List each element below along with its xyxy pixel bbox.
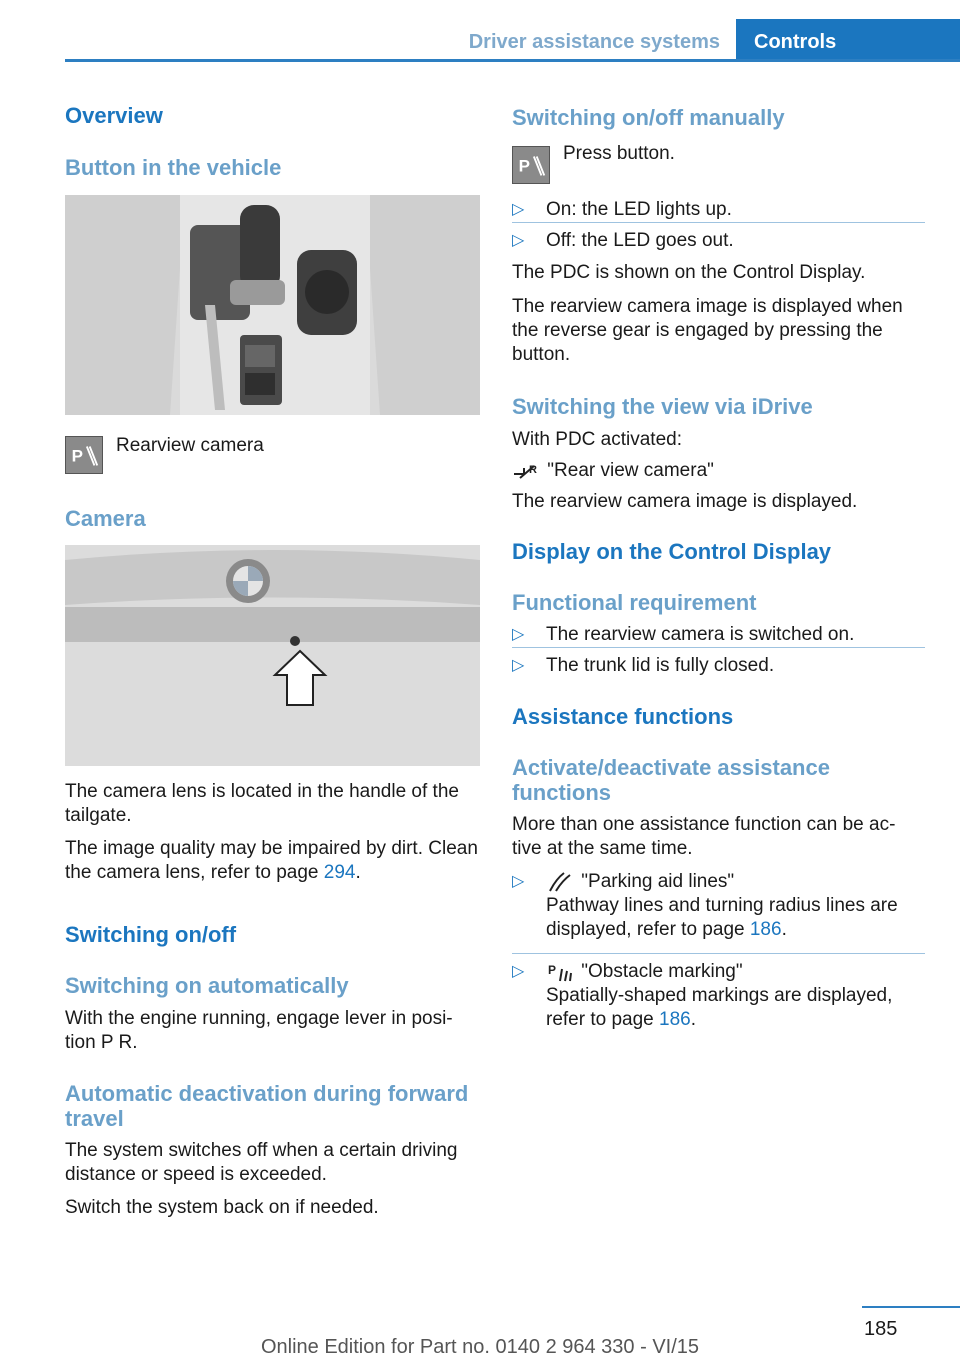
bullet-triangle-icon: ▷: [512, 232, 525, 249]
activate-deactivate-heading: Activate/deactivate assistance functions: [512, 755, 830, 805]
center-console-photo: [65, 195, 480, 415]
auto-switch-text: With the engine running, engage lever in posi‐ tion P R.: [65, 1008, 453, 1053]
list-item-text: Off: the LED goes out.: [546, 230, 734, 251]
parking-aid-desc: [546, 895, 898, 940]
rear-view-camera-icon: [512, 460, 542, 482]
bullet-triangle-icon: ▷: [512, 657, 525, 674]
bullet-triangle-icon: ▷: [512, 873, 525, 890]
footer-rule: [862, 1306, 960, 1308]
camera-location-text: The camera lens is located in the handle of the tailgate.: [65, 781, 459, 826]
list-item-text: The trunk lid is fully closed.: [546, 655, 775, 676]
camera-heading: Camera: [65, 506, 146, 531]
svg-text:P: P: [71, 446, 84, 466]
list-item-content: [546, 870, 926, 942]
pdc-activated-text: With PDC activated:: [512, 429, 682, 450]
control-display-heading: Display on the Control Display: [512, 539, 832, 564]
switching-on-auto-heading: Switching on automatically: [65, 973, 349, 998]
idrive-heading: Switching the view via iDrive: [512, 394, 813, 419]
svg-text:P: P: [518, 156, 531, 176]
svg-text:P: P: [548, 962, 557, 977]
page-link-294[interactable]: 294: [323, 862, 356, 883]
header-tab: [736, 19, 960, 62]
list-item-text: On: the LED lights up.: [546, 199, 732, 220]
obstacle-marking-label: "Obstacle marking": [581, 961, 743, 982]
image-quality-text-post: .: [355, 862, 361, 883]
obstacle-marking-icon: [546, 961, 576, 983]
parking-aid-lines-icon: [546, 871, 576, 893]
list-item: [512, 870, 928, 952]
auto-deactivation-heading: Automatic deactivation during forward travel: [65, 1081, 469, 1131]
rearview-displayed-text: The rearview camera image is displayed.: [512, 491, 858, 512]
rear-view-camera-label: "Rear view camera": [547, 460, 714, 481]
page-number: 185: [864, 1318, 898, 1340]
camera-button-icon: [65, 436, 103, 474]
obstacle-marking-desc: [546, 985, 892, 1030]
camera-button-icon: [512, 146, 550, 184]
pdc-text: The PDC is shown on the Control Display.: [512, 262, 866, 283]
overview-heading: Overview: [65, 103, 163, 128]
list-item: [512, 960, 928, 1042]
divider: [512, 953, 925, 954]
bullet-triangle-icon: ▷: [512, 963, 525, 980]
svg-text:R: R: [529, 463, 537, 476]
header-tab-label: Controls: [754, 31, 837, 53]
image-quality-text: [65, 837, 480, 885]
functional-requirement-heading: Functional requirement: [512, 590, 757, 615]
multiple-functions-text: More than one assistance function can be ac‐ tive at the same time.: [512, 814, 896, 859]
tailgate-camera-photo: [65, 545, 480, 766]
divider: [512, 647, 925, 648]
assistance-functions-heading: Assistance functions: [512, 704, 734, 729]
page-link-186[interactable]: 186: [749, 919, 782, 940]
deactivation-text: The system switches off when a certain driving distance or speed is exceeded.: [65, 1140, 458, 1185]
rear-view-item: [512, 459, 714, 483]
list-item-content: [546, 960, 926, 1032]
page-header: [0, 0, 960, 62]
period: .: [690, 1009, 697, 1030]
button-in-vehicle-heading: Button in the vehicle: [65, 155, 282, 180]
image-quality-text-pre: The image quality may be impaired by dirt. Clean the camera lens, refer to page: [65, 838, 478, 883]
button-caption: Rearview camera: [116, 435, 264, 456]
bullet-triangle-icon: ▷: [512, 626, 525, 643]
switch-back-text: Switch the system back on if needed.: [65, 1197, 379, 1218]
header-rule: [65, 59, 960, 62]
header-section-title: Driver assistance systems: [468, 31, 720, 53]
divider: [512, 222, 925, 223]
list-item-text: The rearview camera is switched on.: [546, 624, 855, 645]
page-link-186[interactable]: 186: [659, 1009, 691, 1030]
footer-edition: Online Edition for Part no. 0140 2 964 330 - VI/15: [260, 1336, 700, 1358]
period: .: [781, 919, 787, 940]
parking-aid-desc-pre: Pathway lines and turning radius lines are displayed, refer to page: [546, 895, 898, 940]
bullet-triangle-icon: ▷: [512, 201, 525, 218]
switching-on-off-heading: Switching on/off: [65, 922, 237, 947]
parking-aid-lines-label: "Parking aid lines": [581, 871, 735, 892]
press-button-text: Press button.: [563, 143, 675, 164]
rearview-display-text: The rearview camera image is displayed when the reverse gear is engaged by pressing the button.: [512, 296, 903, 365]
switching-manually-heading: Switching on/off manually: [512, 105, 785, 130]
obstacle-marking-desc-pre: Spatially-shaped markings are displayed, refer to page: [546, 985, 893, 1030]
